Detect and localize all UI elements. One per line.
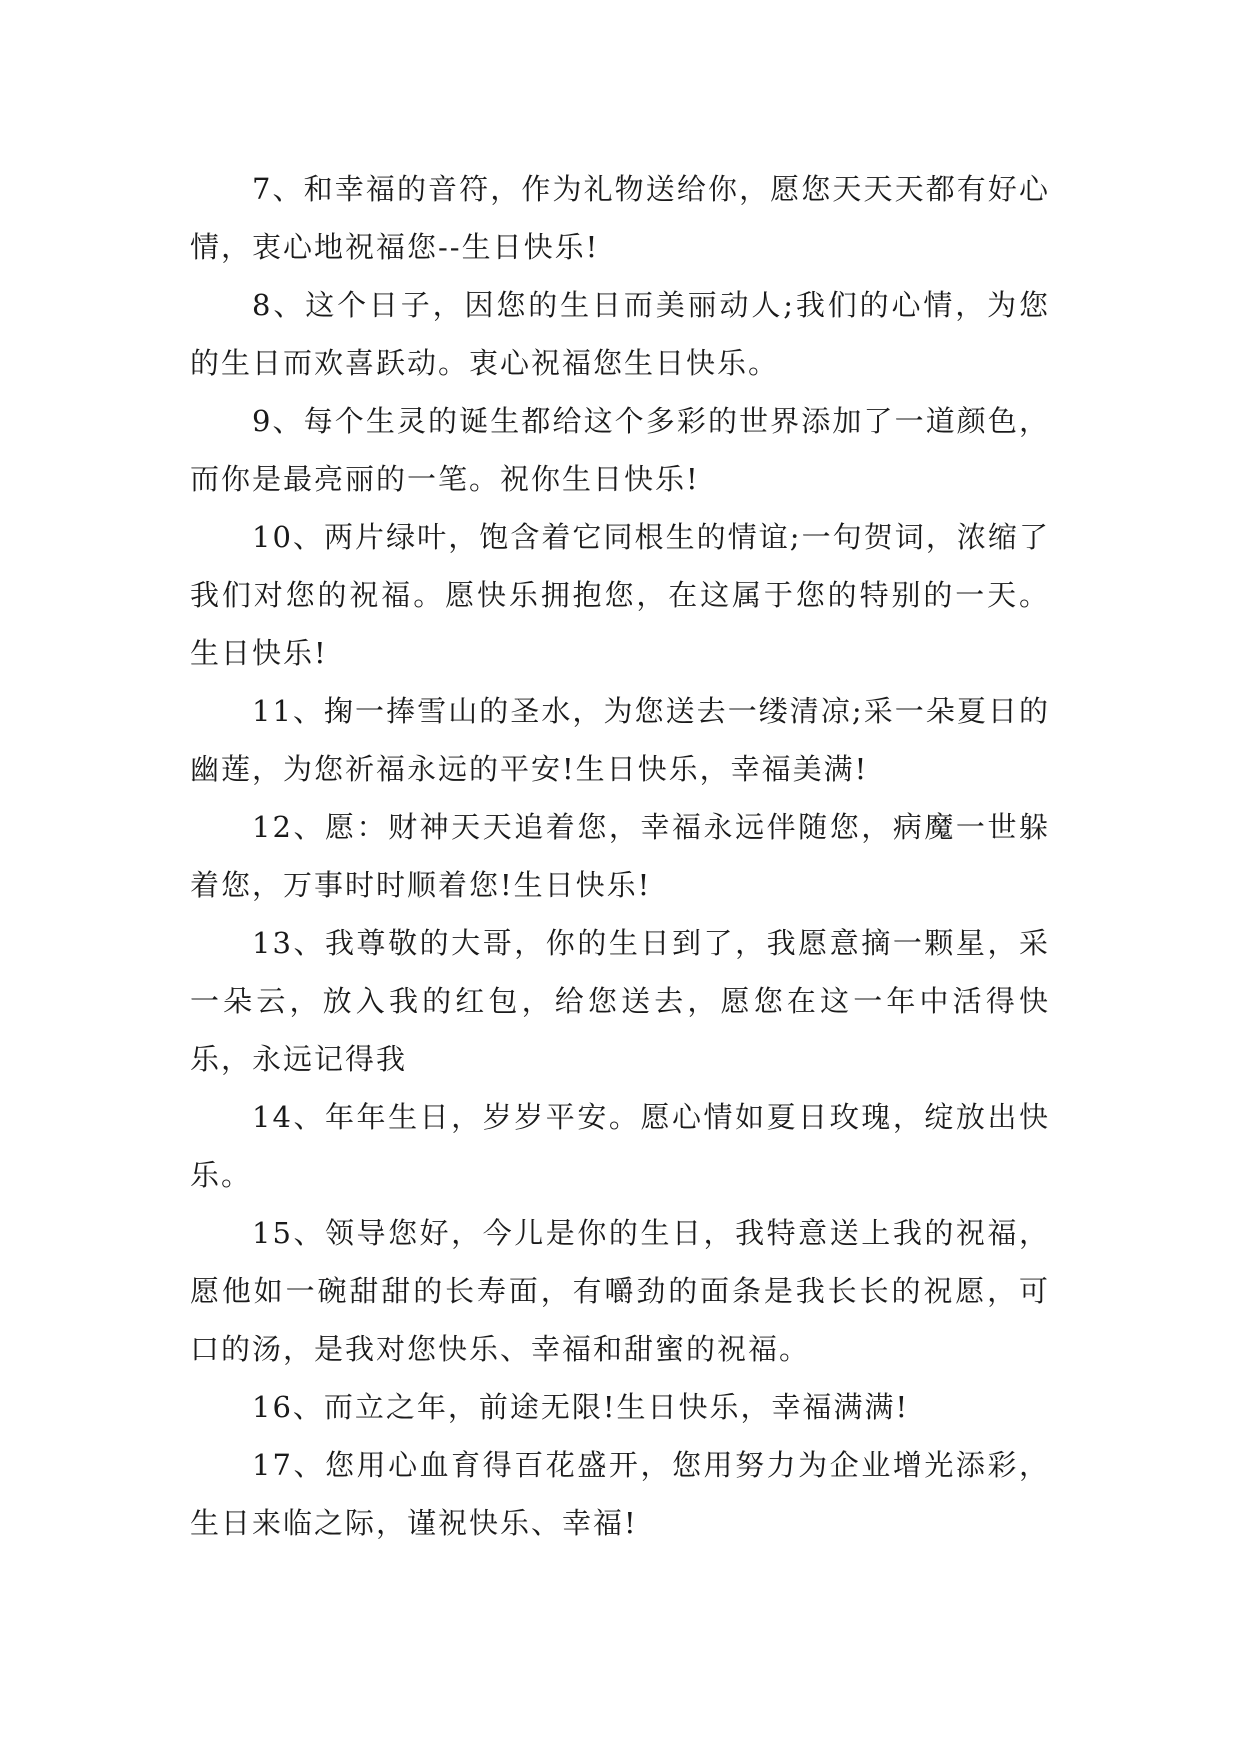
paragraph-7: 7、和幸福的音符，作为礼物送给你，愿您天天天都有好心情，衷心地祝福您--生日快乐! bbox=[190, 172, 1050, 264]
paragraph-12: 12、愿：财神天天追着您，幸福永远伴随您，病魔一世躲着您，万事时时顺着您!生日快乐! bbox=[190, 810, 1050, 902]
document-page bbox=[190, 160, 1050, 1552]
paragraph-13: 13、我尊敬的大哥，你的生日到了，我愿意摘一颗星，采一朵云，放入我的红包，给您送去，愿您在这一年中活得快乐，永远记得我 bbox=[190, 926, 1050, 1076]
paragraph-9: 9、每个生灵的诞生都给这个多彩的世界添加了一道颜色，而你是最亮丽的一笔。祝你生日快乐! bbox=[190, 404, 1050, 496]
paragraph-16: 16、而立之年，前途无限!生日快乐，幸福满满! bbox=[252, 1390, 910, 1424]
paragraph-17: 17、您用心血育得百花盛开，您用努力为企业增光添彩，生日来临之际，谨祝快乐、幸福! bbox=[190, 1448, 1050, 1540]
paragraph-11: 11、掬一捧雪山的圣水，为您送去一缕清凉;采一朵夏日的幽莲，为您祈福永远的平安!生日快乐，幸福美满! bbox=[190, 694, 1050, 786]
paragraph-8: 8、这个日子，因您的生日而美丽动人;我们的心情，为您的生日而欢喜跃动。衷心祝福您生日快乐。 bbox=[190, 288, 1050, 380]
paragraph-15: 15、领导您好，今儿是你的生日，我特意送上我的祝福，愿他如一碗甜甜的长寿面，有嚼劲的面条是我长长的祝愿，可口的汤，是我对您快乐、幸福和甜蜜的祝福。 bbox=[190, 1216, 1050, 1366]
paragraph-14: 14、年年生日，岁岁平安。愿心情如夏日玫瑰，绽放出快乐。 bbox=[190, 1100, 1050, 1192]
paragraph-10: 10、两片绿叶，饱含着它同根生的情谊;一句贺词，浓缩了我们对您的祝福。愿快乐拥抱您，在这属于您的特别的一天。生日快乐! bbox=[190, 520, 1050, 670]
